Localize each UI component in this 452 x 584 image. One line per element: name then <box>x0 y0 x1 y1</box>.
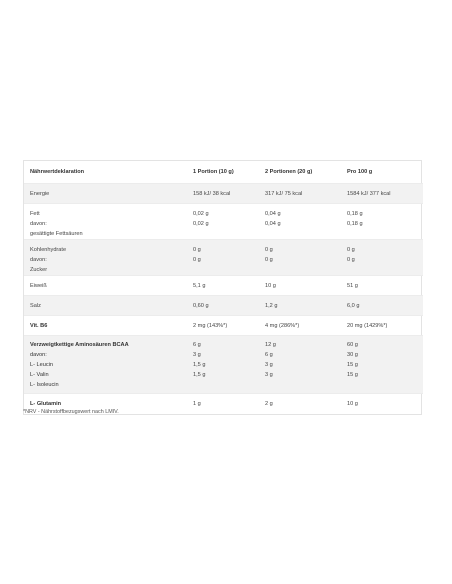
value-line: 6,0 g <box>347 303 360 309</box>
label-line: Zucker <box>30 267 48 273</box>
value-line: 4 mg (286%*) <box>265 323 300 329</box>
row-value-cell <box>187 316 259 336</box>
row-value-cell <box>341 240 423 276</box>
row-label-cell <box>24 276 187 296</box>
value-line: 2 g <box>265 401 273 407</box>
nutrition-table <box>24 161 423 414</box>
value-line: 0,18 g <box>347 221 363 227</box>
row-value-cell <box>187 240 259 276</box>
label-line: L- Leucin <box>30 362 54 368</box>
label-line: L- Valin <box>30 372 49 378</box>
table-row <box>24 240 423 276</box>
row-value-cell <box>341 316 423 336</box>
value-line: 0 g <box>265 257 273 263</box>
value-line: 2 mg (143%*) <box>193 323 228 329</box>
value-line: 1,5 g <box>193 362 206 368</box>
nutrition-table-container <box>23 160 422 415</box>
table-row <box>24 204 423 240</box>
label-line: davon: <box>30 352 47 358</box>
row-value-cell <box>341 296 423 316</box>
label-line: Eiweiß <box>30 283 47 289</box>
table-row <box>24 184 423 204</box>
row-value-cell <box>259 204 341 240</box>
label-line: L- Glutamin <box>30 401 62 407</box>
row-value-cell <box>341 394 423 414</box>
value-line: 0 g <box>265 247 273 253</box>
value-line: 10 g <box>265 283 276 289</box>
value-line: 51 g <box>347 283 358 289</box>
label-line: L- Isoleucin <box>30 382 59 388</box>
row-value-cell <box>259 316 341 336</box>
row-label-cell <box>24 240 187 276</box>
row-value-cell <box>259 296 341 316</box>
value-line: 0 g <box>347 247 355 253</box>
label-line: davon: <box>30 257 47 263</box>
value-line: 158 kJ/ 38 kcal <box>193 191 231 197</box>
value-line: 0,18 g <box>347 211 363 217</box>
row-label-cell <box>24 336 187 394</box>
row-value-cell <box>187 336 259 394</box>
value-line: 0,04 g <box>265 221 281 227</box>
value-line: 317 kJ/ 75 kcal <box>265 191 303 197</box>
header-nutrition-declaration: Nährwertdeklaration <box>30 169 85 175</box>
row-value-cell <box>259 240 341 276</box>
value-line: 15 g <box>347 372 358 378</box>
table-row <box>24 276 423 296</box>
value-line: 3 g <box>265 362 273 368</box>
value-line: 0 g <box>193 247 201 253</box>
value-line: 3 g <box>265 372 273 378</box>
value-line: 0 g <box>347 257 355 263</box>
row-value-cell <box>187 204 259 240</box>
row-value-cell <box>341 336 423 394</box>
label-line: gesättigte Fettsäuren <box>30 231 83 237</box>
label-line: Verzweigtkettige Aminosäuren BCAA <box>30 342 129 348</box>
value-line: 1,2 g <box>265 303 278 309</box>
row-label-cell <box>24 204 187 240</box>
value-line: 0,60 g <box>193 303 209 309</box>
label-line: Salz <box>30 303 41 309</box>
table-header-row <box>24 161 423 184</box>
value-line: 0,04 g <box>265 211 281 217</box>
row-value-cell <box>187 184 259 204</box>
value-line: 1584 kJ/ 377 kcal <box>347 191 391 197</box>
table-row <box>24 316 423 336</box>
row-value-cell <box>341 204 423 240</box>
footnote: *NRV - Nährstoffbezugswert nach LMIV. <box>23 409 119 415</box>
table-row <box>24 296 423 316</box>
table-row <box>24 336 423 394</box>
value-line: 10 g <box>347 401 358 407</box>
value-line: 0,02 g <box>193 221 209 227</box>
value-line: 0,02 g <box>193 211 209 217</box>
label-line: Vit. B6 <box>30 323 48 329</box>
value-line: 6 g <box>193 342 201 348</box>
label-line: Energie <box>30 191 50 197</box>
value-line: 6 g <box>265 352 273 358</box>
label-line: Fett <box>30 211 40 217</box>
row-value-cell <box>259 184 341 204</box>
row-value-cell <box>341 184 423 204</box>
row-value-cell <box>187 276 259 296</box>
row-value-cell <box>187 296 259 316</box>
label-line: Kohlenhydrate <box>30 247 67 253</box>
row-value-cell <box>259 394 341 414</box>
row-value-cell <box>187 394 259 414</box>
value-line: 5,1 g <box>193 283 206 289</box>
row-value-cell <box>259 276 341 296</box>
value-line: 60 g <box>347 342 358 348</box>
header-one-portion: 1 Portion (10 g) <box>193 169 234 175</box>
header-per-100g: Pro 100 g <box>347 169 373 175</box>
row-label-cell <box>24 316 187 336</box>
value-line: 15 g <box>347 362 358 368</box>
label-line: davon: <box>30 221 47 227</box>
row-value-cell <box>259 336 341 394</box>
value-line: 20 mg (1429%*) <box>347 323 388 329</box>
row-label-cell <box>24 184 187 204</box>
value-line: 12 g <box>265 342 276 348</box>
row-value-cell <box>341 276 423 296</box>
header-two-portions: 2 Portionen (20 g) <box>265 169 313 175</box>
value-line: 3 g <box>193 352 201 358</box>
value-line: 1 g <box>193 401 201 407</box>
value-line: 0 g <box>193 257 201 263</box>
row-label-cell <box>24 296 187 316</box>
value-line: 1,5 g <box>193 372 206 378</box>
value-line: 30 g <box>347 352 358 358</box>
